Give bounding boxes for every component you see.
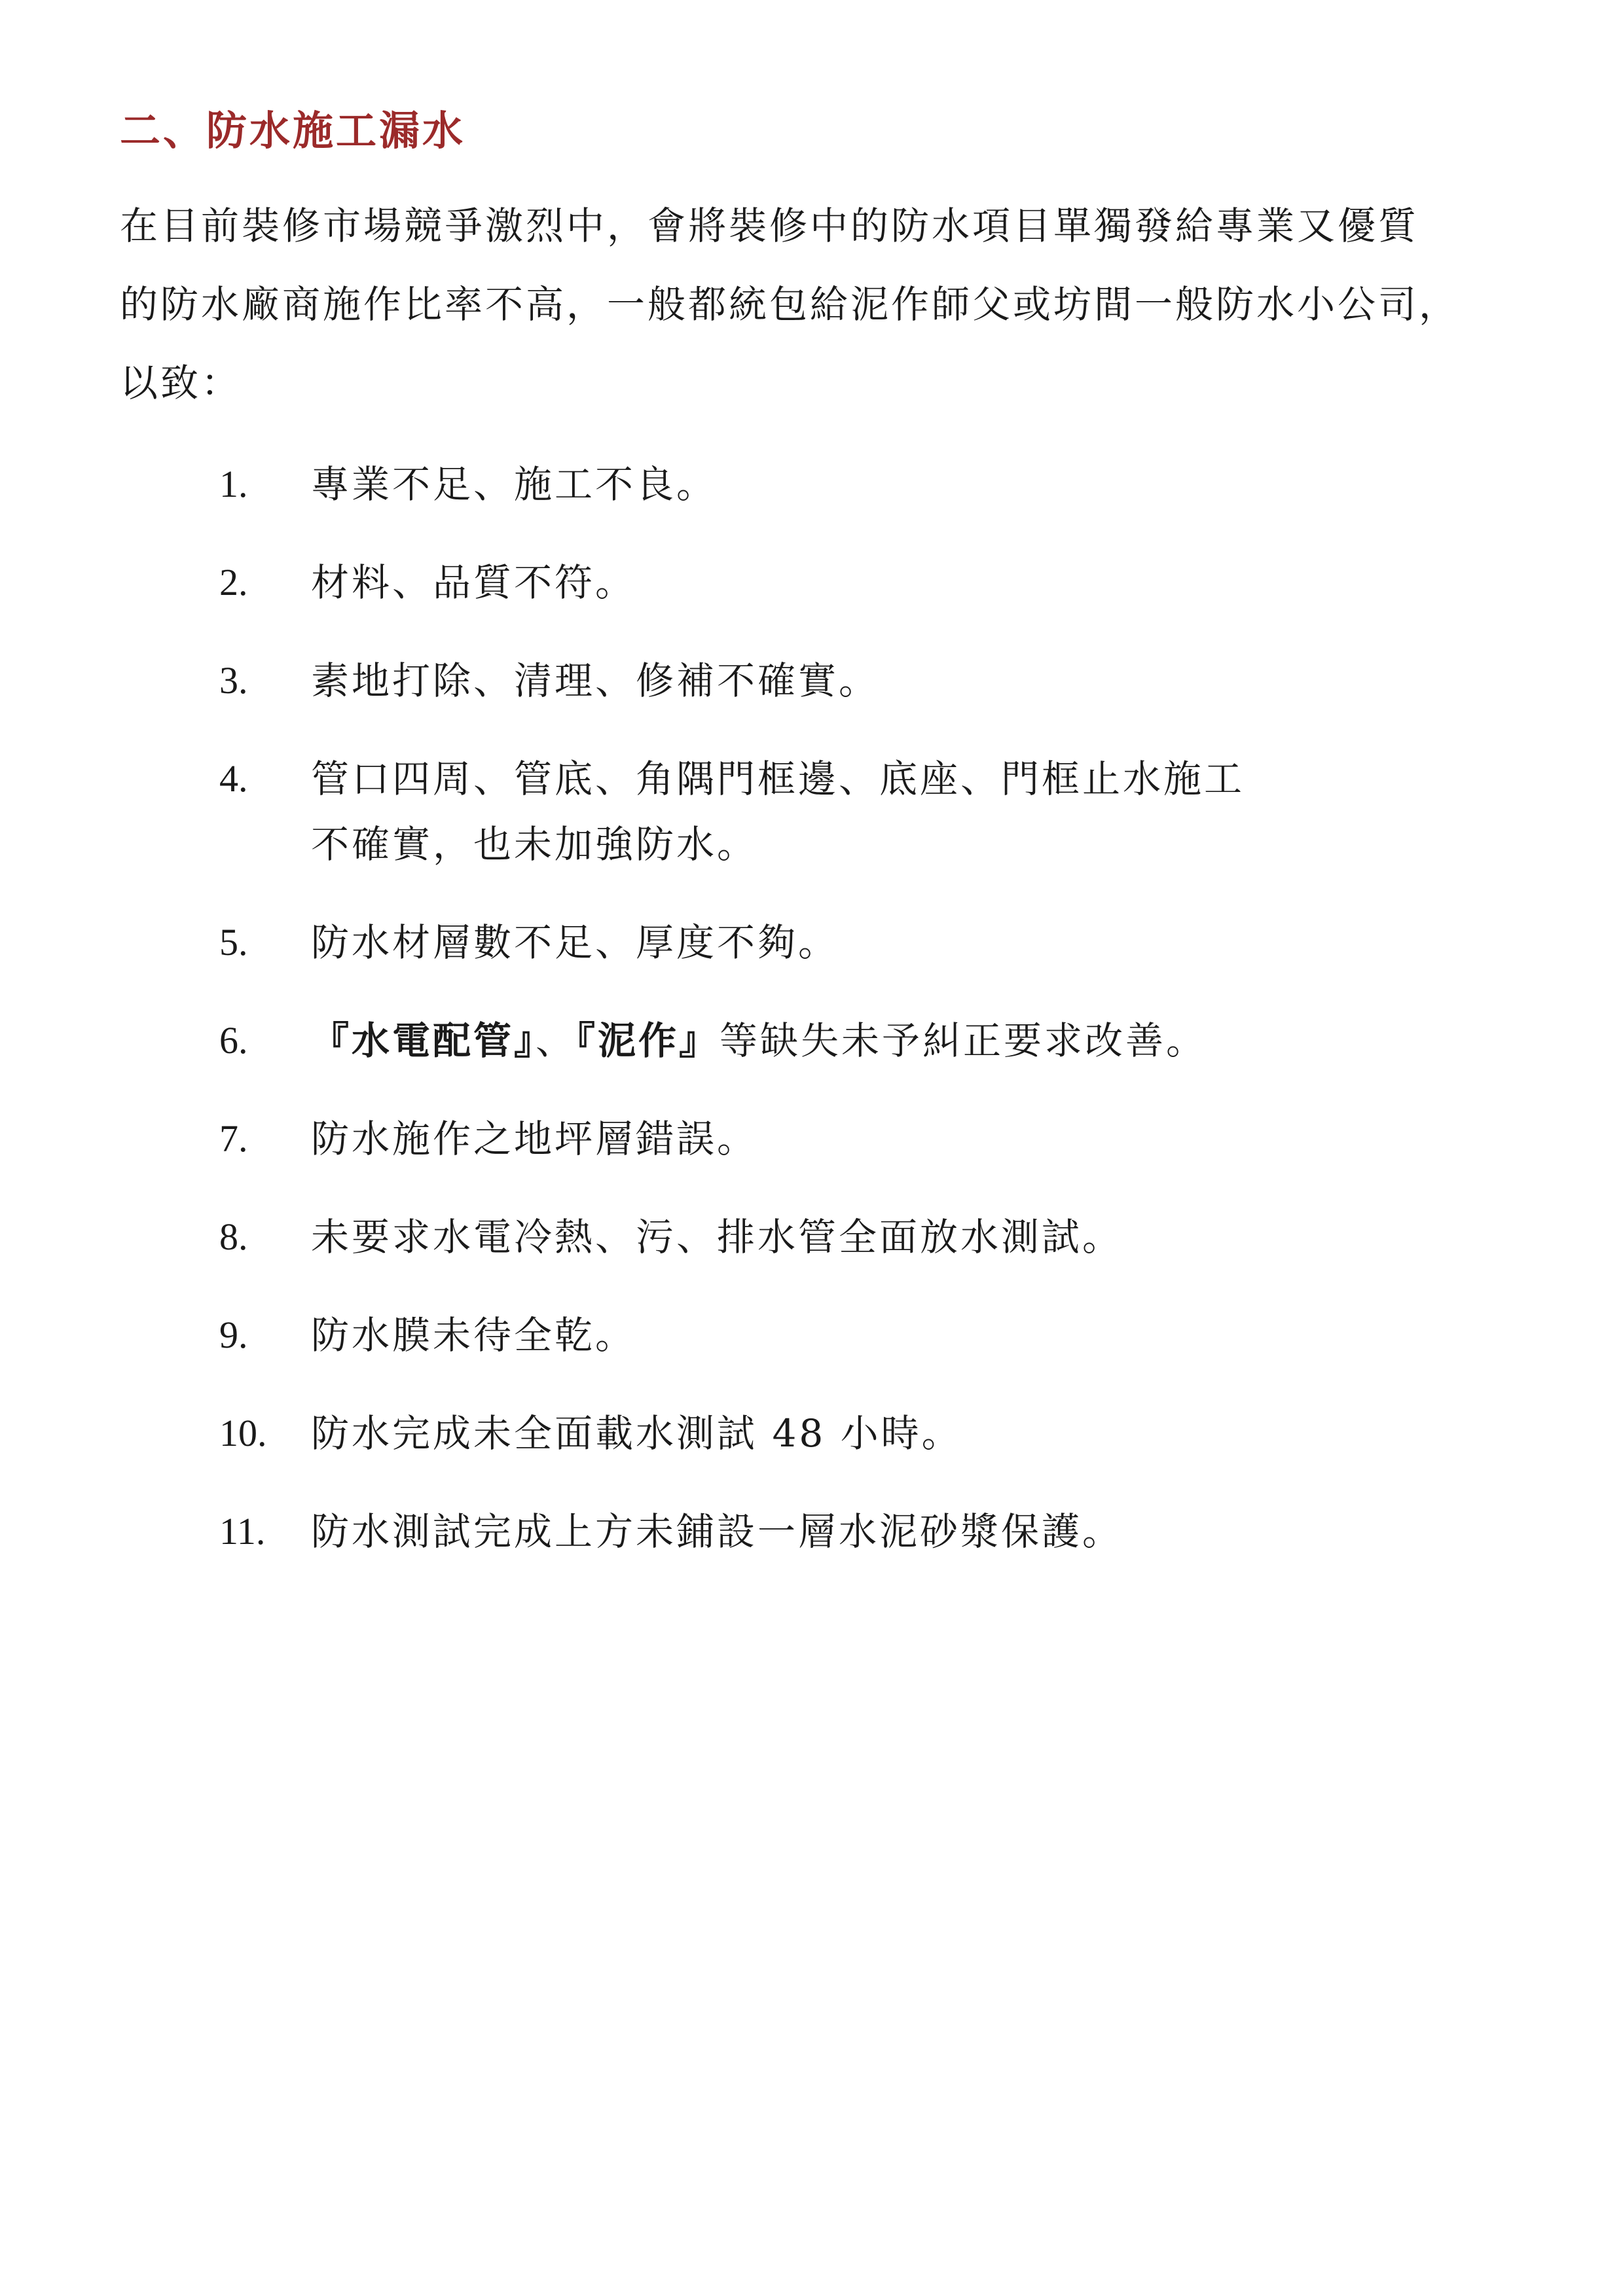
list-item (219, 1302, 1398, 1368)
list-item (219, 910, 1398, 975)
list-number: 10. (219, 1412, 267, 1454)
list-text-line-1: 管口四周、管底、角隅門框邊、底座、門框止水施工 (311, 757, 1245, 801)
list-item (219, 1008, 1398, 1073)
list-item (219, 550, 1398, 615)
bold-term-masonry: 『泥作』 (576, 1018, 720, 1063)
bold-term-plumbing: 『水電配管』 (311, 1018, 536, 1063)
intro-line: 以致： (120, 361, 242, 405)
separator: 、 (536, 1018, 577, 1063)
list-item (219, 452, 1398, 517)
list-text: 防水施作之地坪層錯誤。 (311, 1117, 758, 1161)
cause-list (219, 452, 1398, 1597)
list-item (219, 1204, 1398, 1270)
list-number: 3. (219, 659, 248, 702)
list-number: 2. (219, 561, 248, 603)
list-text (311, 1008, 1398, 1073)
list-text: 專業不足、施工不良。 (311, 462, 718, 507)
list-item (219, 1106, 1398, 1172)
list-text: 未要求水電冷熱、污、排水管全面放水測試。 (311, 1215, 1123, 1259)
list-number: 1. (219, 463, 248, 505)
intro-line: 在目前裝修市場競爭激烈中，會將裝修中的防水項目單獨發給專業又優質 (120, 204, 1419, 248)
list-number: 6. (219, 1019, 248, 1062)
list-text: 材料、品質不符。 (311, 560, 636, 605)
intro-paragraph (120, 187, 1547, 422)
list-number: 11. (219, 1510, 266, 1552)
list-item (219, 1499, 1398, 1564)
list-text-line-2: 不確實，也未加強防水。 (311, 822, 758, 867)
list-number: 8. (219, 1215, 248, 1258)
list-number: 7. (219, 1117, 248, 1160)
list-text: 素地打除、清理、修補不確實。 (311, 658, 880, 703)
list-text: 防水材層數不足、厚度不夠。 (311, 920, 839, 965)
list-text: 防水測試完成上方未鋪設一層水泥砂漿保護。 (311, 1509, 1123, 1554)
list-number: 9. (219, 1314, 248, 1356)
list-item (219, 746, 1398, 877)
section-heading: 二、防水施工漏水 (120, 107, 466, 154)
intro-line: 的防水廠商施作比率不高，一般都統包給泥作師父或坊間一般防水小公司， (120, 282, 1460, 327)
list-number: 4. (219, 757, 248, 800)
list-text: 防水膜未待全乾。 (311, 1313, 636, 1357)
list-text: 防水完成未全面載水測試 48 小時。 (311, 1411, 962, 1456)
list-text-rest: 等缺失未予糾正要求改善。 (720, 1018, 1207, 1063)
list-number: 5. (219, 921, 248, 963)
list-item (219, 648, 1398, 713)
list-item (219, 1401, 1398, 1466)
